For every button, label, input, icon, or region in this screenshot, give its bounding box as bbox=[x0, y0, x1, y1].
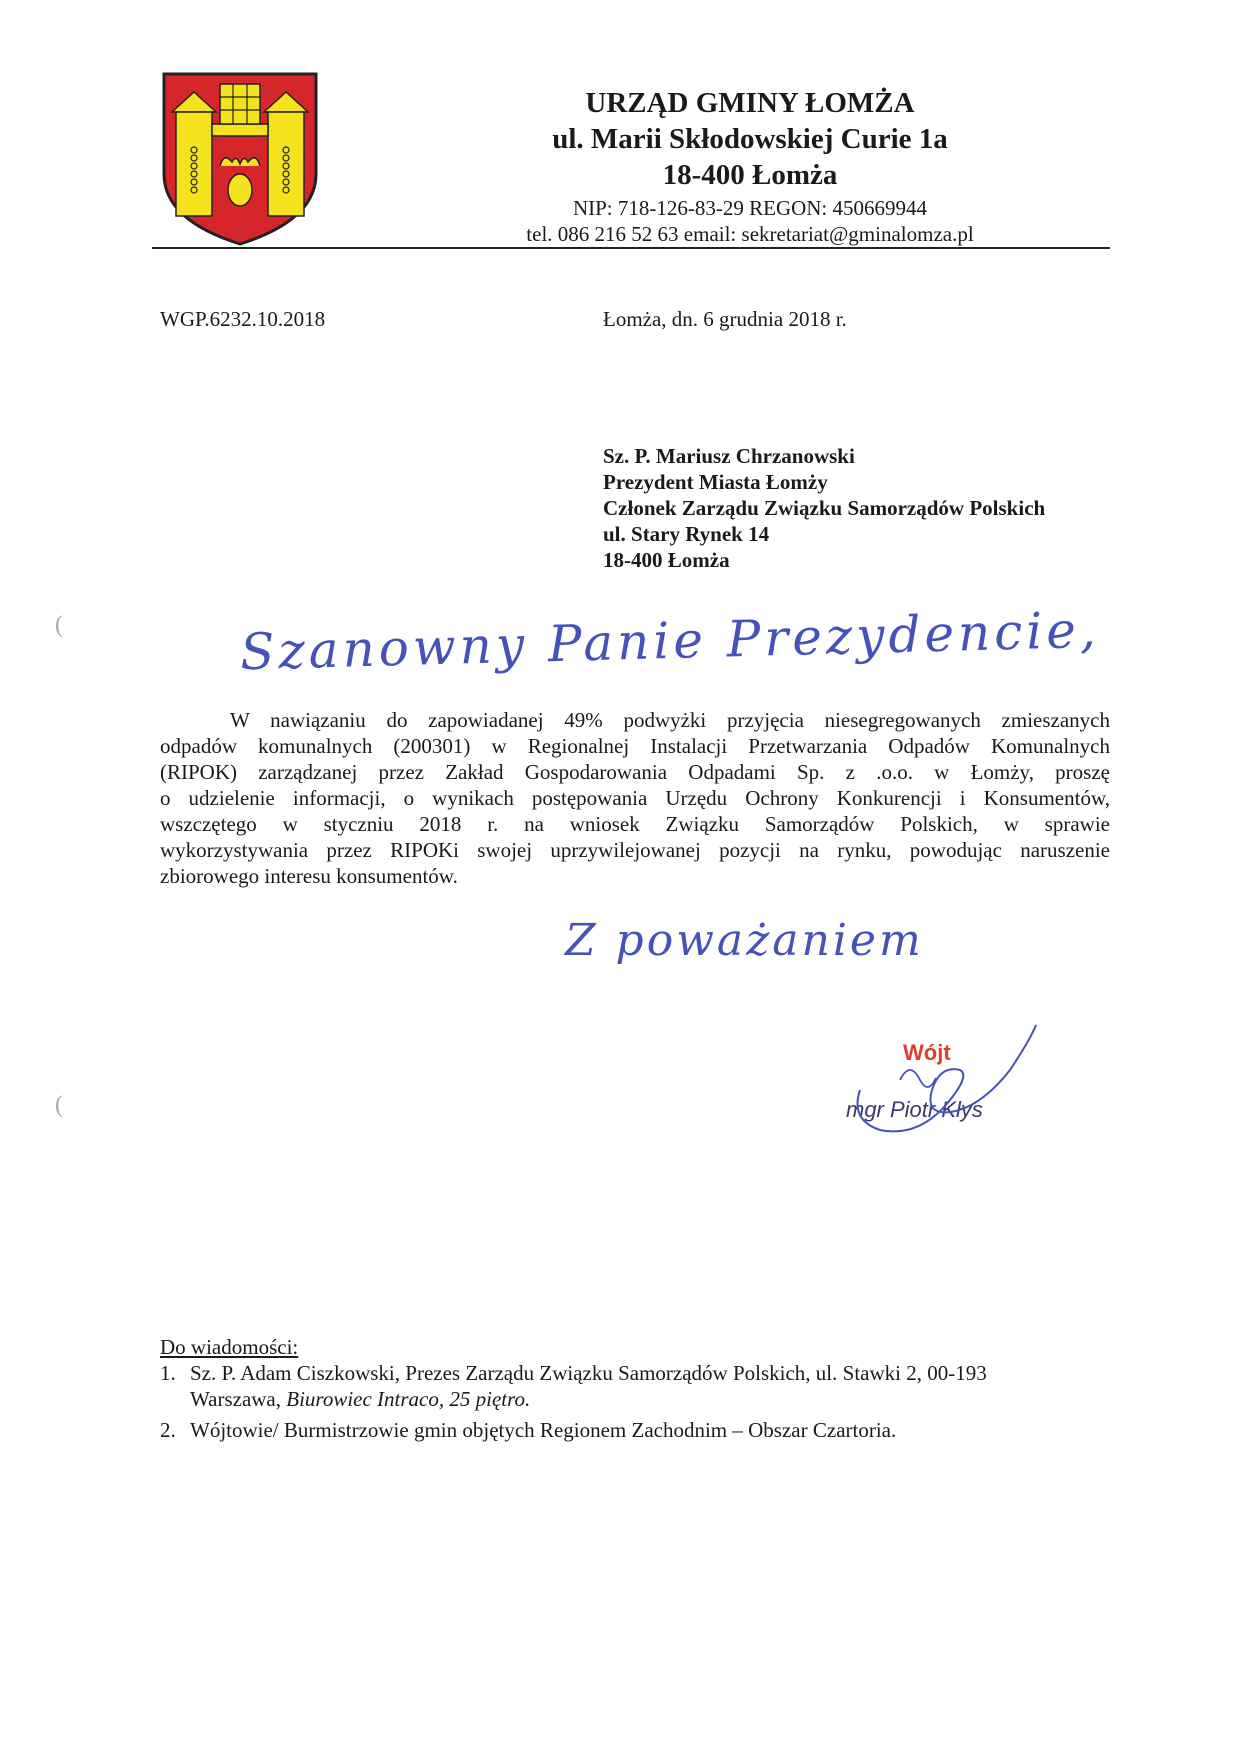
body-line-7: zbiorowego interesu konsumentów. bbox=[160, 864, 458, 888]
handwritten-greeting: Szanowny Panie Prezydencie, bbox=[239, 600, 1101, 682]
office-name: URZĄD GMINY ŁOMŻA bbox=[585, 87, 915, 119]
handwritten-closing: Z poważaniem bbox=[565, 915, 924, 966]
cc-item-2-number: 2. bbox=[160, 1418, 176, 1442]
cc-item-1-city: Warszawa, bbox=[190, 1387, 282, 1411]
office-city: 18-400 Łomża bbox=[662, 159, 838, 191]
header-divider bbox=[152, 247, 1110, 249]
office-contact: tel. 086 216 52 63 email: sekretariat@gminalomza.pl bbox=[526, 222, 974, 246]
body-line-6: wykorzystywania przez RIPOKi swojej uprzywilejowanej pozycji na rynku, powodując naruszenie bbox=[160, 838, 1110, 862]
cc-item-2-line-1: Wójtowie/ Burmistrzowie gmin objętych Regionem Zachodnim – Obszar Czartoria. bbox=[190, 1418, 897, 1442]
reference-number: WGP.6232.10.2018 bbox=[160, 307, 326, 331]
recipient-street: ul. Stary Rynek 14 bbox=[603, 522, 770, 546]
cc-item-1-number: 1. bbox=[160, 1361, 176, 1385]
recipient-title: Prezydent Miasta Łomży bbox=[603, 470, 828, 494]
signature-icon bbox=[840, 1020, 1040, 1150]
punch-mark: ( bbox=[55, 1092, 63, 1118]
stamp-title: Wójt bbox=[903, 1040, 951, 1065]
body-line-4: o udzielenie informacji, o wynikach postępowania Urzędu Ochrony Konkurencji i Konsumentów, bbox=[160, 786, 1110, 810]
recipient-name: Sz. P. Mariusz Chrzanowski bbox=[603, 444, 855, 468]
body-line-2: odpadów komunalnych (200301) w Regionalnej Instalacji Przetwarzania Odpadów Komunalnych bbox=[160, 734, 1110, 758]
stamp-name: mgr Piotr Kłys bbox=[846, 1097, 983, 1122]
cc-item-1-building: Biurowiec Intraco, 25 piętro. bbox=[286, 1387, 531, 1411]
punch-mark: ( bbox=[55, 612, 63, 638]
recipient-role: Członek Zarządu Związku Samorządów Polskich bbox=[603, 496, 1046, 520]
cc-item-1-line-2 bbox=[190, 1387, 530, 1412]
body-line-5: wszczętego w styczniu 2018 r. na wniosek Związku Samorządów Polskich, w sprawie bbox=[160, 812, 1110, 836]
letter-date: Łomża, dn. 6 grudnia 2018 r. bbox=[603, 307, 847, 331]
cc-item-1-line-1: Sz. P. Adam Ciszkowski, Prezes Zarządu Związku Samorządów Polskich, ul. Stawki 2, 00-193 bbox=[190, 1361, 987, 1385]
body-line-1: W nawiązaniu do zapowiadanej 49% podwyżki przyjęcia niesegregowanych zmieszanych bbox=[230, 708, 1110, 732]
office-ids: NIP: 718-126-83-29 REGON: 450669944 bbox=[572, 196, 928, 220]
recipient-city: 18-400 Łomża bbox=[603, 548, 730, 572]
coat-of-arms-icon bbox=[160, 70, 320, 248]
office-street: ul. Marii Skłodowskiej Curie 1a bbox=[552, 123, 948, 155]
cc-heading: Do wiadomości: bbox=[160, 1335, 299, 1359]
body-line-3: (RIPOK) zarządzanej przez Zakład Gospodarowania Odpadami Sp. z .o.o. w Łomży, proszę bbox=[160, 760, 1110, 784]
